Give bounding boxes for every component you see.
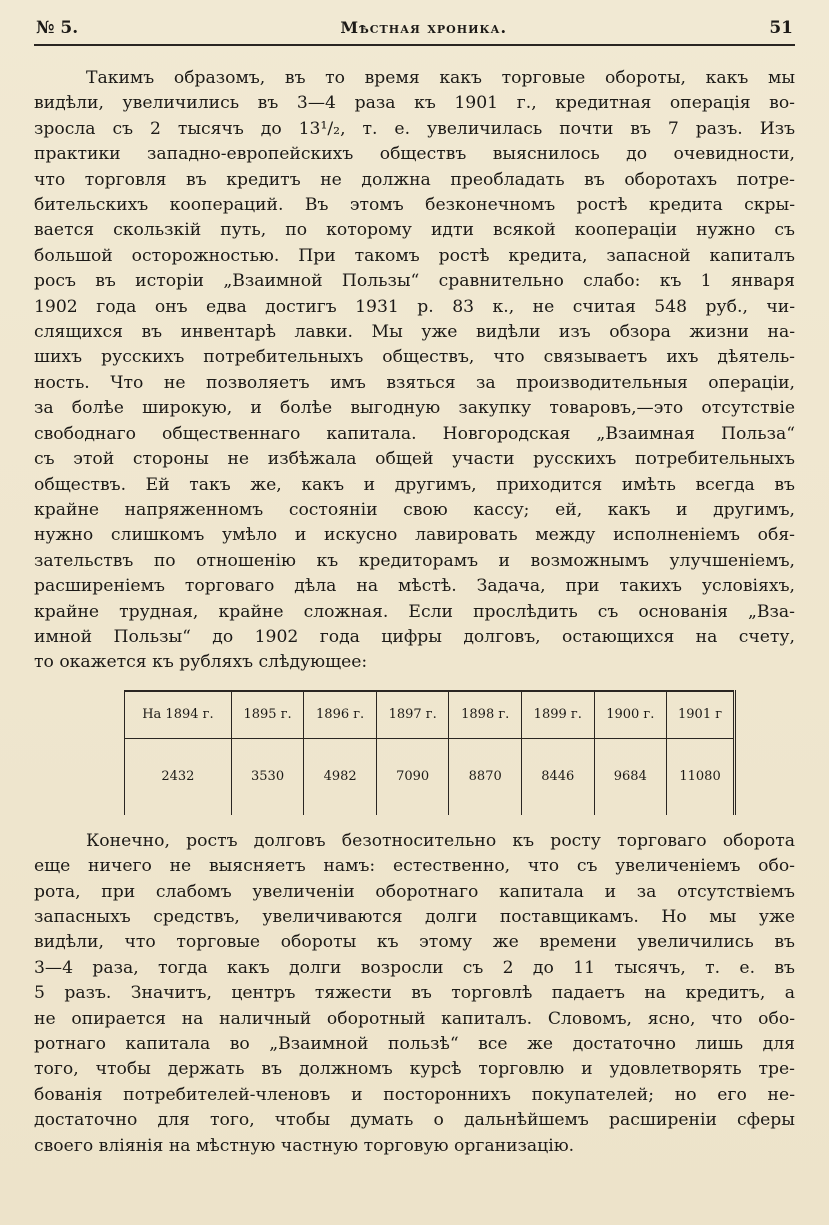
table-header-cell: На 1894 г. bbox=[125, 691, 232, 739]
paragraph-1 bbox=[34, 66, 795, 676]
table-value-cell: 8870 bbox=[449, 738, 522, 815]
text-line: имной Пользы“ до 1902 года цифры долговъ, остающихся на счету, bbox=[34, 626, 795, 647]
running-header bbox=[34, 18, 795, 46]
text-line: Конечно, ростъ долговъ безотносительно къ росту торговаго оборота bbox=[86, 830, 795, 851]
text-line: съ этой стороны не избѣжала общей участи русскихъ потребительныхъ bbox=[34, 449, 795, 470]
table-value-cell: 9684 bbox=[594, 738, 667, 815]
debt-table-wrap bbox=[124, 690, 736, 815]
page-number: 51 bbox=[769, 18, 793, 38]
text-line: бительскихъ коопераций. Въ этомъ безконечномъ ростѣ кредита скры- bbox=[34, 195, 795, 216]
paragraph-2 bbox=[34, 829, 795, 1159]
table-value-cell: 8446 bbox=[521, 738, 594, 815]
text-line: что торговля въ кредитъ не должна преобладать въ оборотахъ потре- bbox=[34, 169, 795, 190]
text-line: ротнаго капитала во „Взаимной пользѣ“ все же достаточно лишь для bbox=[34, 1034, 795, 1054]
text-line: ность. Что не позволяетъ имъ взяться за производительныя операціи, bbox=[34, 372, 795, 393]
text-line: 5 разъ. Значитъ, центръ тяжести въ торговлѣ падаетъ на кредитъ, а bbox=[34, 983, 795, 1004]
text-line: большой осторожностью. При такомъ ростѣ кредита, запасной капиталъ bbox=[34, 245, 795, 266]
table-value-cell: 4982 bbox=[304, 738, 377, 815]
text-line: крайне напряженномъ состояніи свою кассу; ей, какъ и другимъ, bbox=[34, 499, 795, 520]
table-header-cell: 1897 г. bbox=[376, 691, 449, 739]
text-line: достаточно для того, чтобы думать о дальнѣйшемъ расширеніи сферы bbox=[34, 1110, 795, 1131]
text-line: шихъ русскихъ потребительныхъ обществъ, что связываетъ ихъ дѣятель- bbox=[34, 347, 795, 368]
text-line: 3—4 раза, тогда какъ долги возросли съ 2 до 11 тысячъ, т. е. въ bbox=[34, 957, 795, 978]
text-line: зательствъ по отношенію къ кредиторамъ и возможнымъ улучшеніемъ, bbox=[34, 550, 795, 571]
text-line: нужно слишкомъ умѣло и искусно лавировать между исполненіемъ обя- bbox=[34, 525, 795, 546]
table-header-cell: 1896 г. bbox=[304, 691, 377, 739]
text-line: слящихся въ инвентарѣ лавки. Мы уже видѣли изъ обзора жизни на- bbox=[34, 322, 795, 343]
text-line: 1902 года онъ едва достигъ 1931 р. 83 к., не считая 548 руб., чи- bbox=[34, 296, 795, 317]
table-header-cell: 1900 г. bbox=[594, 691, 667, 739]
table-header-row bbox=[125, 691, 735, 739]
text-line: свободнаго общественнаго капитала. Новгородская „Взаимная Польза“ bbox=[34, 423, 795, 444]
table-value-row bbox=[125, 738, 735, 815]
text-line: росъ въ исторіи „Взаимной Пользы“ сравнительно слабо: къ 1 января bbox=[34, 271, 795, 292]
text-line: запасныхъ средствъ, увеличиваются долги поставщикамъ. Но мы уже bbox=[34, 906, 795, 927]
table-value-cell: 3530 bbox=[231, 738, 304, 815]
table-value-cell: 7090 bbox=[376, 738, 449, 815]
text-line: еще ничего не выясняетъ намъ: естественно, что съ увеличеніемъ обо- bbox=[34, 856, 795, 877]
table-header-cell: 1898 г. bbox=[449, 691, 522, 739]
text-line: рота, при слабомъ увеличеніи оборотнаго капитала и за отсутствіемъ bbox=[34, 881, 795, 902]
text-line: своего вліянія на мѣстную частную торговую организацію. bbox=[34, 1135, 575, 1156]
text-line: видѣли, увеличились въ 3—4 раза къ 1901 г., кредитная операція во- bbox=[34, 93, 795, 114]
text-line: того, чтобы держать въ должномъ курсѣ торговлю и удовлетворять тре- bbox=[34, 1059, 795, 1080]
text-line: Такимъ образомъ, въ то время какъ торговые обороты, какъ мы bbox=[86, 68, 795, 88]
issue-number: № 5. bbox=[36, 18, 79, 38]
text-line: зросла съ 2 тысячъ до 13¹/₂, т. е. увеличилась почти въ 7 разъ. Изъ bbox=[34, 118, 795, 139]
text-line: обществъ. Ей такъ же, какъ и другимъ, приходится имѣть всегда въ bbox=[34, 474, 795, 495]
debt-table bbox=[124, 690, 736, 815]
table-value-cell: 11080 bbox=[667, 738, 735, 815]
table-value-cell: 2432 bbox=[125, 738, 232, 815]
text-line: вается скользкій путь, по которому идти всякой коопераціи нужно съ bbox=[34, 220, 795, 241]
text-line: бованія потребителей-членовъ и постороннихъ покупателей; но его не- bbox=[34, 1084, 795, 1105]
text-line: расширеніемъ торговаго дѣла на мѣстѣ. Задача, при такихъ условіяхъ, bbox=[34, 576, 795, 597]
text-line: не опирается на наличный оборотный капиталъ. Словомъ, ясно, что обо- bbox=[34, 1008, 795, 1029]
text-line: видѣли, что торговые обороты къ этому же времени увеличились въ bbox=[34, 932, 795, 953]
section-title: Мѣстная хроника. bbox=[340, 18, 508, 37]
text-line: крайне трудная, крайне сложная. Если прослѣдить съ основанія „Вза- bbox=[34, 601, 795, 622]
text-line: то окажется къ рубляхъ слѣдующее: bbox=[34, 652, 368, 673]
table-header-cell: 1899 г. bbox=[521, 691, 594, 739]
table-header-cell: 1901 г bbox=[667, 691, 735, 739]
table-header-cell: 1895 г. bbox=[231, 691, 304, 739]
text-line: за болѣе широкую, и болѣе выгодную закупку товаровъ,—это отсутствіе bbox=[34, 398, 795, 419]
text-line: практики западно-европейскихъ обществъ выяснилось до очевидности, bbox=[34, 144, 795, 165]
